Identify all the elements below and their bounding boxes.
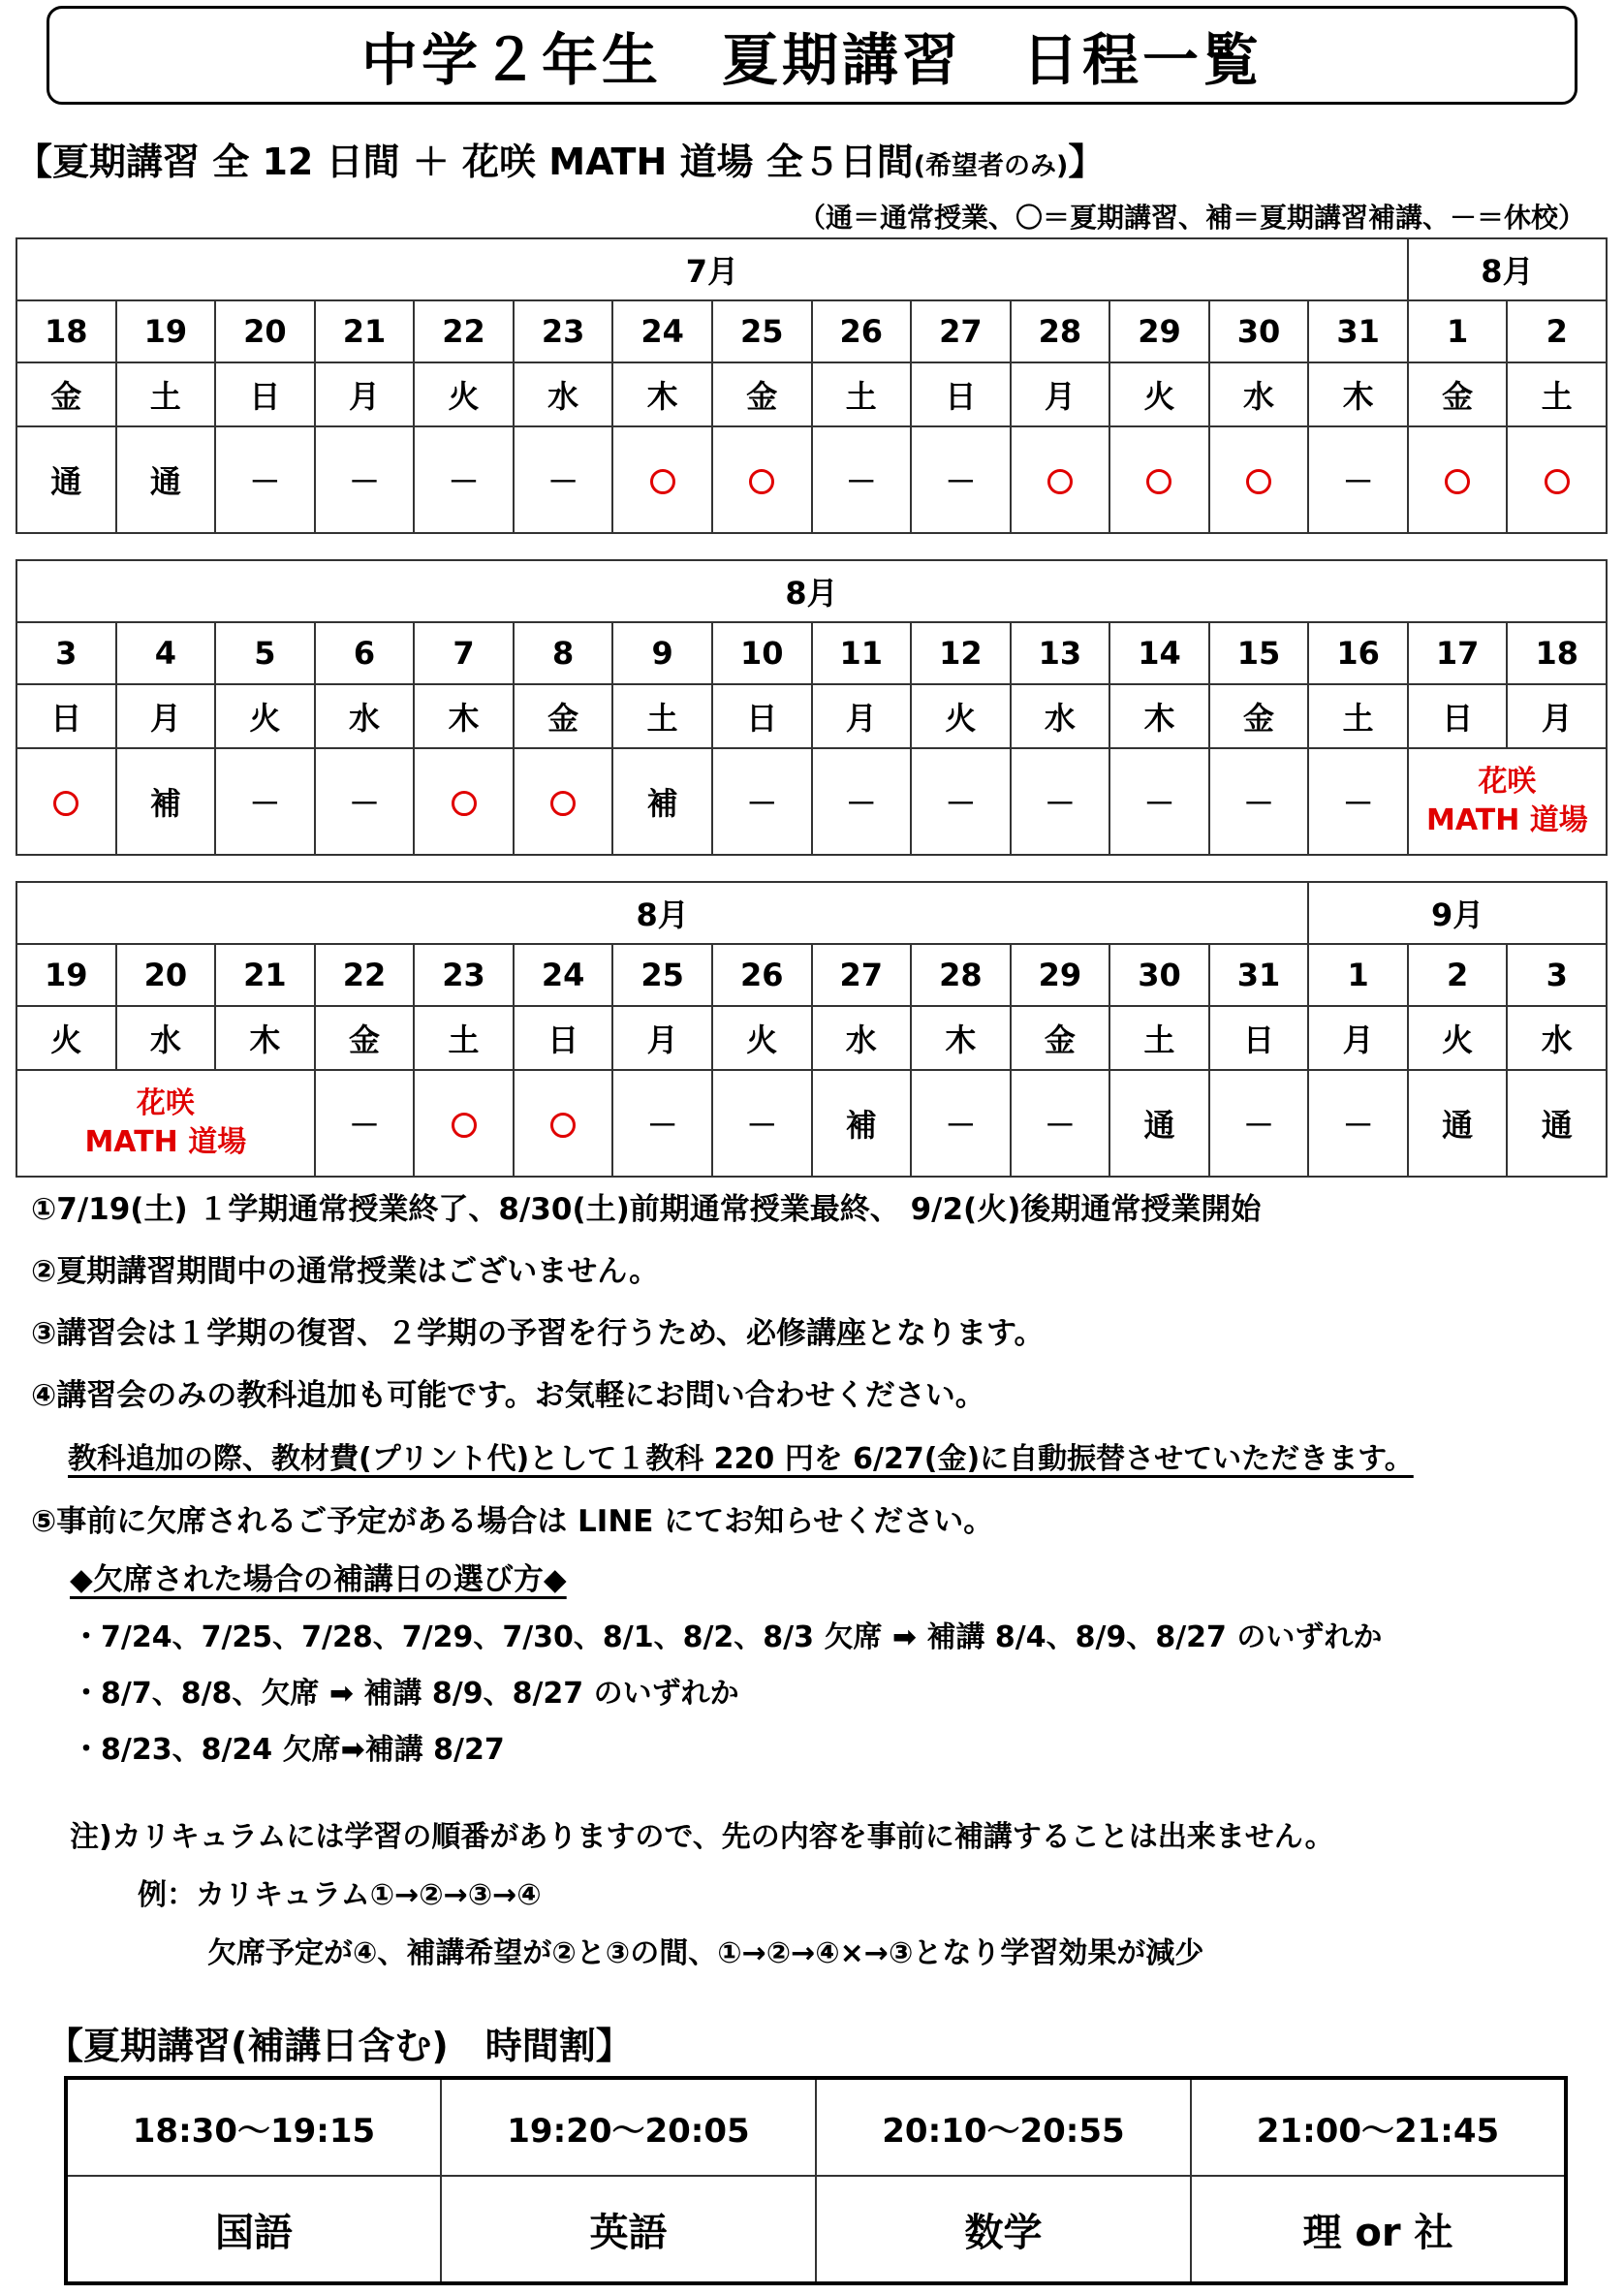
summer-course-cell — [1011, 426, 1110, 533]
circle-icon — [1246, 469, 1271, 494]
status-cell: － — [1209, 748, 1309, 855]
circle-icon — [1445, 469, 1470, 494]
date-cell: 2 — [1408, 944, 1508, 1006]
math-dojo-label-2: MATH 道場 — [1426, 803, 1588, 837]
date-cell: 15 — [1209, 622, 1309, 684]
makeup-rule-1: ・7/24、7/25、7/28、7/29、7/30、8/1、8/2、8/3 欠席 ➡ 補講 8/4、8/9、8/27 のいずれか — [72, 1620, 1383, 1654]
date-cell: 16 — [1308, 622, 1408, 684]
status-cell: － — [712, 748, 812, 855]
date-cell: 8 — [514, 622, 613, 684]
weekday-cell: 水 — [1507, 1006, 1607, 1070]
weekday-cell: 土 — [812, 362, 912, 426]
weekday-cell: 日 — [712, 684, 812, 748]
period-1-subject: 国語 — [66, 2176, 441, 2283]
period-4-subject: 理 or 社 — [1191, 2176, 1566, 2283]
status-cell: － — [215, 748, 315, 855]
weekday-cell: 日 — [16, 684, 116, 748]
status-cell: 通 — [1109, 1070, 1209, 1177]
month-header: 8月 — [1408, 238, 1607, 300]
timetable-times-row — [66, 2078, 1566, 2176]
date-cell: 12 — [911, 622, 1011, 684]
month-row — [16, 560, 1607, 622]
weekday-cell: 木 — [215, 1006, 315, 1070]
circle-icon — [1047, 469, 1073, 494]
date-cell: 6 — [315, 622, 415, 684]
weekday-cell: 木 — [612, 362, 712, 426]
status-cell: － — [712, 1070, 812, 1177]
date-cell: 13 — [1011, 622, 1110, 684]
note-3: ③講習会は１学期の復習、２学期の予習を行うため、必修講座となります。 — [31, 1316, 1045, 1351]
timetable — [64, 2076, 1568, 2285]
date-cell: 27 — [911, 300, 1011, 362]
summer-course-cell — [1507, 426, 1607, 533]
weekday-cell: 金 — [315, 1006, 415, 1070]
summer-course-cell — [1109, 426, 1209, 533]
summer-course-cell — [514, 748, 613, 855]
status-cell: － — [911, 1070, 1011, 1177]
makeup-rule-2: ・8/7、8/8、欠席 ➡ 補講 8/9、8/27 のいずれか — [72, 1677, 739, 1711]
month-header: 8月 — [16, 882, 1308, 944]
weekday-cell: 木 — [1109, 684, 1209, 748]
weekday-cell: 木 — [1308, 362, 1408, 426]
weekday-cell: 金 — [514, 684, 613, 748]
status-cell: － — [1209, 1070, 1309, 1177]
date-cell: 18 — [1507, 622, 1607, 684]
period-3-subject: 数学 — [816, 2176, 1191, 2283]
date-cell: 31 — [1209, 944, 1309, 1006]
summer-course-cell — [414, 1070, 514, 1177]
weekday-row — [16, 362, 1607, 426]
circle-icon — [53, 791, 78, 816]
weekday-cell: 火 — [215, 684, 315, 748]
note-4-fee: 教科追加の際、教材費(プリント代)として１教科 220 円を 6/27(金)に自動振替させていただきます。 — [68, 1442, 1414, 1476]
weekday-cell: 土 — [612, 684, 712, 748]
date-cell: 23 — [514, 300, 613, 362]
status-cell: － — [1011, 748, 1110, 855]
weekday-cell: 火 — [911, 684, 1011, 748]
circle-icon — [452, 791, 477, 816]
date-cell: 3 — [16, 622, 116, 684]
date-cell: 1 — [1408, 300, 1508, 362]
date-cell: 26 — [812, 300, 912, 362]
page-title: 中学２年生 夏期講習 日程一覧 — [47, 6, 1577, 105]
date-cell: 10 — [712, 622, 812, 684]
weekday-row — [16, 1006, 1607, 1070]
weekday-cell: 火 — [414, 362, 514, 426]
date-cell: 31 — [1308, 300, 1408, 362]
status-row — [16, 748, 1607, 855]
weekday-cell: 日 — [911, 362, 1011, 426]
weekday-cell: 水 — [116, 1006, 216, 1070]
weekday-cell: 水 — [812, 1006, 912, 1070]
status-cell: － — [812, 748, 912, 855]
note-4: ④講習会のみの教科追加も可能です。お気軽にお問い合わせください。 — [31, 1378, 985, 1413]
note-1: ①7/19(土) １学期通常授業終了、8/30(土)前期通常授業最終、 9/2(火)後期通常授業開始 — [31, 1192, 1262, 1227]
math-dojo-label-2: MATH 道場 — [84, 1125, 247, 1159]
date-cell: 22 — [414, 300, 514, 362]
weekday-cell: 月 — [116, 684, 216, 748]
weekday-cell: 月 — [1011, 362, 1110, 426]
note-5: ⑤事前に欠席されるご予定がある場合は LINE にてお知らせください。 — [31, 1504, 994, 1539]
date-cell: 11 — [812, 622, 912, 684]
note-2: ②夏期講習期間中の通常授業はございません。 — [31, 1254, 660, 1289]
date-cell: 29 — [1109, 300, 1209, 362]
date-cell: 5 — [215, 622, 315, 684]
weekday-cell: 水 — [315, 684, 415, 748]
symbol-legend: （通＝通常授業、〇＝夏期講習、補＝夏期講習補講、－＝休校） — [797, 202, 1585, 234]
status-cell: － — [812, 426, 912, 533]
status-cell: － — [215, 426, 315, 533]
date-row — [16, 300, 1607, 362]
circle-icon — [1146, 469, 1171, 494]
circle-icon — [650, 469, 675, 494]
timetable-subjects-row — [66, 2176, 1566, 2283]
status-cell: － — [911, 426, 1011, 533]
weekday-row — [16, 684, 1607, 748]
status-cell: － — [315, 426, 415, 533]
curriculum-example: 例：カリキュラム①→②→③→④ — [138, 1878, 542, 1912]
course-heading-close: 】 — [1068, 141, 1106, 183]
status-cell: 通 — [1408, 1070, 1508, 1177]
weekday-cell: 月 — [612, 1006, 712, 1070]
weekday-cell: 月 — [1507, 684, 1607, 748]
math-dojo-cell — [1408, 748, 1607, 855]
math-dojo-label-1: 花咲 — [136, 1086, 195, 1120]
makeup-guide-heading: ◆欠席された場合の補講日の選び方◆ — [70, 1562, 567, 1597]
period-3-time: 20:10～20:55 — [816, 2078, 1191, 2176]
weekday-cell: 木 — [414, 684, 514, 748]
date-cell: 21 — [315, 300, 415, 362]
status-cell: － — [315, 1070, 415, 1177]
calendar-table-1 — [16, 237, 1608, 534]
curriculum-example-detail: 欠席予定が④、補講希望が②と③の間、①→②→④×→③となり学習効果が減少 — [207, 1936, 1204, 1970]
makeup-rule-3: ・8/23、8/24 欠席➡補講 8/27 — [72, 1733, 505, 1767]
status-cell: 通 — [16, 426, 116, 533]
date-cell: 2 — [1507, 300, 1607, 362]
status-cell: － — [514, 426, 613, 533]
month-header: 8月 — [16, 560, 1607, 622]
status-row — [16, 426, 1607, 533]
circle-icon — [749, 469, 774, 494]
weekday-cell: 木 — [911, 1006, 1011, 1070]
date-cell: 25 — [712, 300, 812, 362]
date-row — [16, 944, 1607, 1006]
period-2-subject: 英語 — [441, 2176, 816, 2283]
weekday-cell: 火 — [1408, 1006, 1508, 1070]
date-cell: 4 — [116, 622, 216, 684]
weekday-cell: 月 — [315, 362, 415, 426]
status-row — [16, 1070, 1607, 1177]
date-cell: 9 — [612, 622, 712, 684]
status-cell: 通 — [1507, 1070, 1607, 1177]
weekday-cell: 金 — [1011, 1006, 1110, 1070]
date-row — [16, 622, 1607, 684]
status-cell: － — [612, 1070, 712, 1177]
weekday-cell: 日 — [1209, 1006, 1309, 1070]
date-cell: 28 — [911, 944, 1011, 1006]
weekday-cell: 金 — [1209, 684, 1309, 748]
summer-course-cell — [514, 1070, 613, 1177]
weekday-cell: 金 — [16, 362, 116, 426]
date-cell: 27 — [812, 944, 912, 1006]
circle-icon — [452, 1113, 477, 1138]
weekday-cell: 水 — [1209, 362, 1309, 426]
status-cell: － — [414, 426, 514, 533]
weekday-cell: 火 — [1109, 362, 1209, 426]
date-cell: 19 — [16, 944, 116, 1006]
math-dojo-label-1: 花咲 — [1478, 765, 1537, 799]
date-cell: 19 — [116, 300, 216, 362]
circle-icon — [550, 791, 576, 816]
summer-course-cell — [414, 748, 514, 855]
date-cell: 7 — [414, 622, 514, 684]
status-cell: － — [1308, 1070, 1408, 1177]
date-cell: 3 — [1507, 944, 1607, 1006]
date-cell: 30 — [1209, 300, 1309, 362]
status-cell: － — [911, 748, 1011, 855]
circle-icon — [1545, 469, 1570, 494]
weekday-cell: 日 — [1408, 684, 1508, 748]
status-cell: 補 — [612, 748, 712, 855]
curriculum-note: 注)カリキュラムには学習の順番がありますので、先の内容を事前に補講することは出来ません。 — [70, 1820, 1334, 1854]
date-cell: 26 — [712, 944, 812, 1006]
course-heading-note: (希望者のみ) — [913, 151, 1069, 181]
summer-course-cell — [1209, 426, 1309, 533]
calendar-table-2 — [16, 559, 1608, 856]
month-row — [16, 882, 1607, 944]
weekday-cell: 土 — [1507, 362, 1607, 426]
date-cell: 1 — [1308, 944, 1408, 1006]
date-cell: 28 — [1011, 300, 1110, 362]
status-cell: 補 — [116, 748, 216, 855]
timetable-heading: 【夏期講習(補講日含む) 時間割】 — [47, 2025, 633, 2067]
period-1-time: 18:30～19:15 — [66, 2078, 441, 2176]
status-cell: － — [1308, 748, 1408, 855]
period-2-time: 19:20～20:05 — [441, 2078, 816, 2176]
month-header: 7月 — [16, 238, 1408, 300]
period-4-time: 21:00～21:45 — [1191, 2078, 1566, 2176]
status-cell: － — [315, 748, 415, 855]
weekday-cell: 金 — [1408, 362, 1508, 426]
date-cell: 30 — [1109, 944, 1209, 1006]
weekday-cell: 土 — [116, 362, 216, 426]
weekday-cell: 土 — [1109, 1006, 1209, 1070]
month-row — [16, 238, 1607, 300]
weekday-cell: 月 — [812, 684, 912, 748]
status-cell: 通 — [116, 426, 216, 533]
date-cell: 25 — [612, 944, 712, 1006]
weekday-cell: 火 — [16, 1006, 116, 1070]
date-cell: 24 — [612, 300, 712, 362]
date-cell: 24 — [514, 944, 613, 1006]
weekday-cell: 日 — [514, 1006, 613, 1070]
summer-course-cell — [16, 748, 116, 855]
weekday-cell: 土 — [414, 1006, 514, 1070]
date-cell: 22 — [315, 944, 415, 1006]
weekday-cell: 火 — [712, 1006, 812, 1070]
summer-course-cell — [612, 426, 712, 533]
date-cell: 20 — [116, 944, 216, 1006]
math-dojo-cell — [16, 1070, 315, 1177]
date-cell: 18 — [16, 300, 116, 362]
summer-course-cell — [1408, 426, 1508, 533]
status-cell: － — [1011, 1070, 1110, 1177]
summer-course-cell — [712, 426, 812, 533]
weekday-cell: 月 — [1308, 1006, 1408, 1070]
weekday-cell: 土 — [1308, 684, 1408, 748]
status-cell: 補 — [812, 1070, 912, 1177]
weekday-cell: 日 — [215, 362, 315, 426]
weekday-cell: 水 — [514, 362, 613, 426]
circle-icon — [550, 1113, 576, 1138]
date-cell: 14 — [1109, 622, 1209, 684]
course-heading — [16, 132, 1105, 185]
status-cell: － — [1109, 748, 1209, 855]
date-cell: 29 — [1011, 944, 1110, 1006]
weekday-cell: 金 — [712, 362, 812, 426]
date-cell: 23 — [414, 944, 514, 1006]
course-heading-main: 【夏期講習 全 12 日間 ＋ 花咲 MATH 道場 全５日間 — [16, 141, 914, 183]
date-cell: 20 — [215, 300, 315, 362]
date-cell: 21 — [215, 944, 315, 1006]
month-header: 9月 — [1308, 882, 1607, 944]
status-cell: － — [1308, 426, 1408, 533]
weekday-cell: 水 — [1011, 684, 1110, 748]
date-cell: 17 — [1408, 622, 1508, 684]
calendar-table-3 — [16, 881, 1608, 1178]
